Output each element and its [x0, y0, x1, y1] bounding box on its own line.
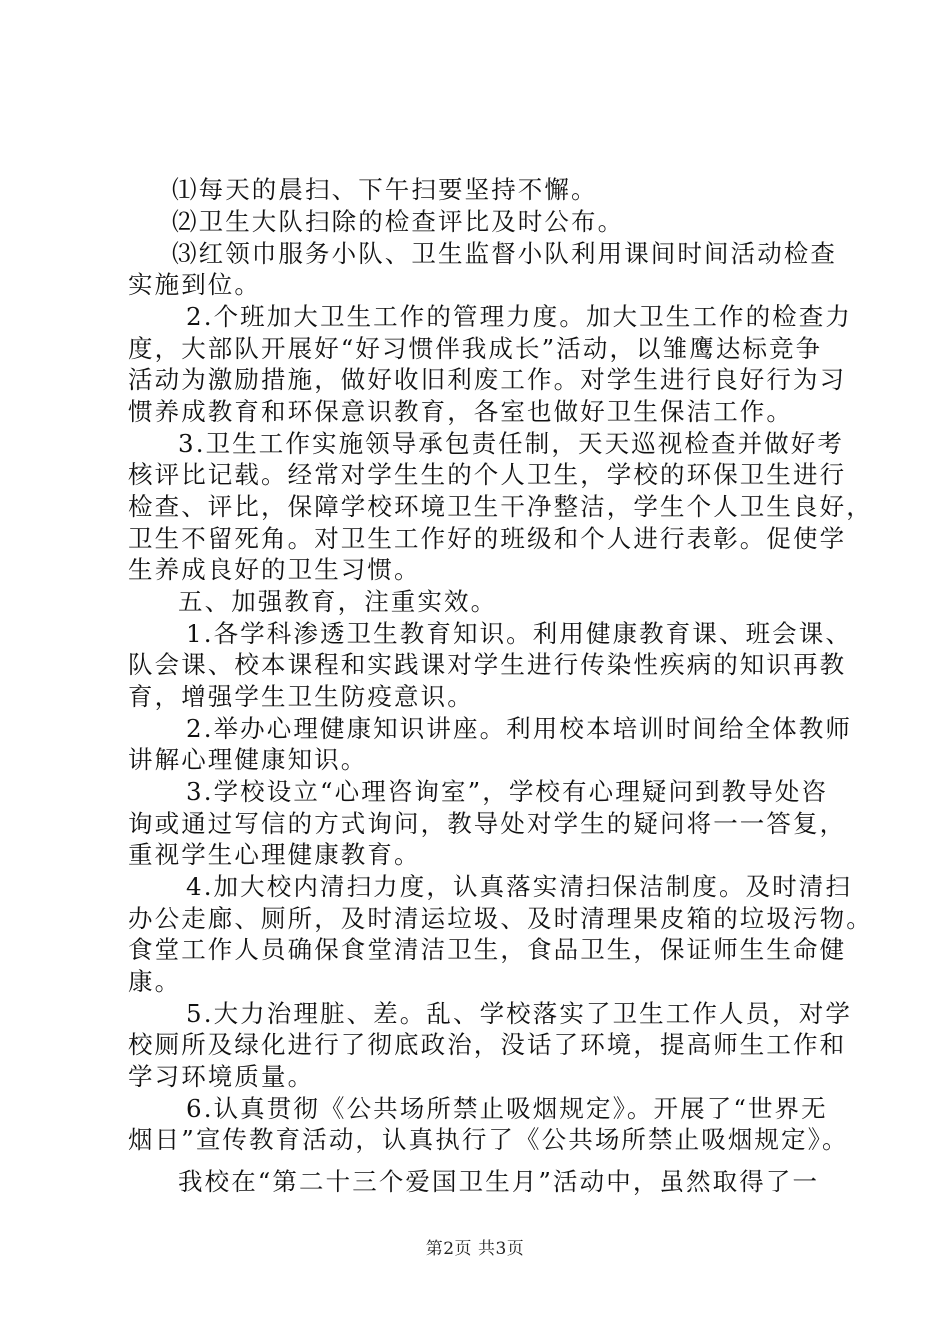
text-line: 烟日”宣传教育活动，认真执行了《公共场所禁止吸烟规定》。: [128, 1125, 849, 1154]
text-line: 重视学生心理健康教育。: [128, 840, 421, 869]
text-line: 办公走廊、厕所，及时清运垃圾、及时清理果皮箱的垃圾污物。: [128, 904, 873, 933]
text-line: 生养成良好的卫生习惯。: [128, 555, 421, 584]
text-line: 活动为激励措施，做好收旧利废工作。对学生进行良好行为习: [128, 365, 847, 394]
text-line: ⑴每天的晨扫、下午扫要坚持不懈。: [172, 175, 598, 204]
text-line: 食堂工作人员确保食堂清洁卫生，食品卫生，保证师生生命健: [128, 935, 847, 964]
text-line: ⑵卫生大队扫除的检查评比及时公布。: [172, 207, 625, 236]
text-line: 队会课、校本课程和实践课对学生进行传染性疾病的知识再教: [128, 650, 847, 679]
text-line: 康。: [128, 967, 182, 996]
text-line: 3.学校设立“心理咨询室”，学校有心理疑问到教导处咨: [186, 777, 829, 806]
text-line: 1.各学科渗透卫生教育知识。利用健康教育课、班会课、: [186, 619, 852, 648]
text-line: 询或通过写信的方式询问，教导处对学生的疑问将一一答复，: [128, 809, 847, 838]
text-line: 学习环境质量。: [128, 1062, 315, 1091]
text-line: 6.认真贯彻《公共场所禁止吸烟规定》。开展了“世界无: [186, 1094, 828, 1123]
text-line: 卫生不留死角。对卫生工作好的班级和个人进行表彰。促使学: [128, 524, 847, 553]
text-line: 3.卫生工作实施领导承包责任制，天天巡视检查并做好考: [178, 429, 844, 458]
text-line: 惯养成教育和环保意识教育，各室也做好卫生保洁工作。: [128, 397, 793, 426]
section-heading: 五、加强教育，注重实效。: [178, 587, 498, 616]
text-line: 度，大部队开展好“好习惯伴我成长”活动，以雏鹰达标竞争: [128, 334, 823, 363]
page-footer: 第2页 共3页: [425, 1239, 525, 1259]
text-line: ⑶红领巾服务小队、卫生监督小队利用课间时间活动检查: [172, 239, 837, 268]
text-line: 校厕所及绿化进行了彻底政治，没话了环境，提高师生工作和: [128, 1030, 847, 1059]
text-line: 育，增强学生卫生防疫意识。: [128, 682, 474, 711]
text-line: 4.加大校内清扫力度，认真落实清扫保洁制度。及时清扫: [186, 872, 852, 901]
text-line: 5.大力治理脏、差。乱、学校落实了卫生工作人员，对学: [186, 999, 852, 1028]
text-line: 我校在“第二十三个爱国卫生月”活动中，虽然取得了一: [178, 1167, 820, 1196]
text-line: 检查、评比，保障学校环境卫生干净整洁，学生个人卫生良好，: [128, 492, 873, 521]
text-line: 核评比记载。经常对学生生的个人卫生，学校的环保卫生进行: [128, 460, 847, 489]
text-line: 2.个班加大卫生工作的管理力度。加大卫生工作的检查力: [186, 302, 852, 331]
text-line: 2.举办心理健康知识讲座。利用校本培训时间给全体教师: [186, 714, 852, 743]
text-line: 讲解心理健康知识。: [128, 745, 368, 774]
text-line: 实施到位。: [128, 270, 261, 299]
